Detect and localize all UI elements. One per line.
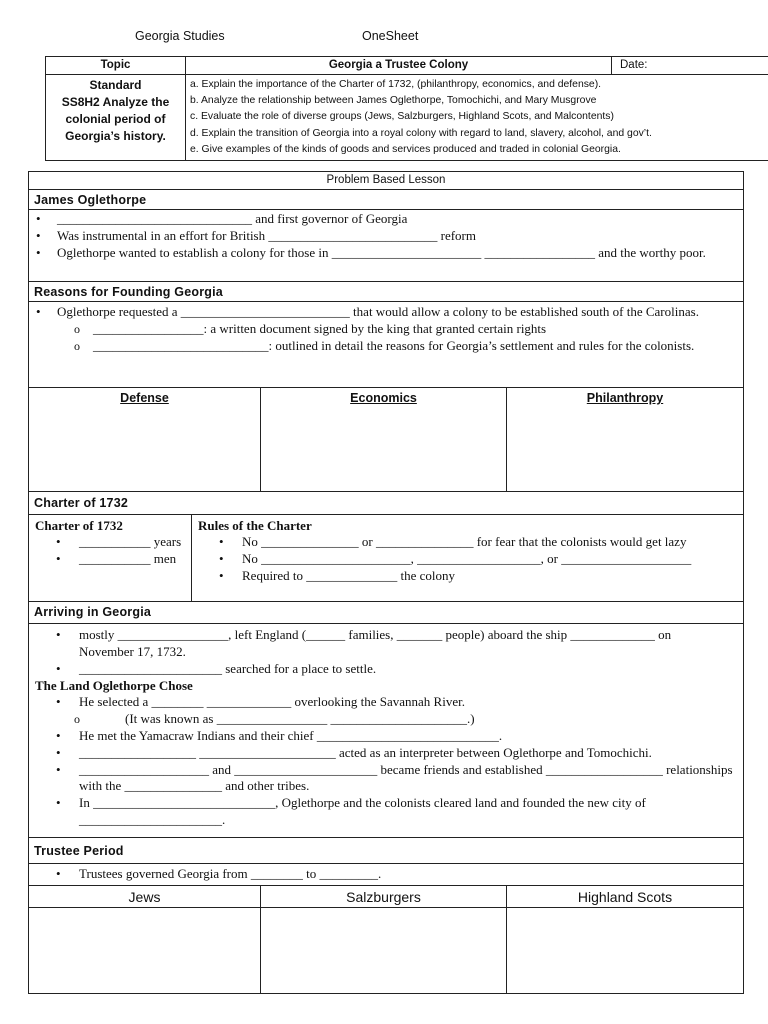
sub-item: o ___________________________: outlined in detail the reasons for Georgia’s settlement and rules for the colonists. [29, 338, 743, 355]
topic-value: Georgia a Trustee Colony [186, 57, 612, 75]
list-item: • He selected a ________ _____________ overlooking the Savannah River. [29, 694, 743, 711]
charter-right [192, 515, 743, 601]
charter-left [29, 515, 192, 601]
objective: a. Explain the importance of the Charter of 1732, (philanthropy, economics, and defense). [190, 79, 602, 90]
charter-title: Charter of 1732 [29, 492, 743, 515]
objective: b. Analyze the relationship between James Oglethorpe, Tomochichi, and Mary Musgrove [190, 95, 597, 107]
philanthropy-heading: Philanthropy [586, 391, 664, 405]
reasons-columns [29, 388, 743, 492]
standard-line: SS8H2 Analyze the [61, 95, 170, 109]
arriving-section [29, 624, 743, 838]
list-item: • In ____________________________, Oglethorpe and the colonists cleared land and founded the new city of ______________________. [29, 795, 733, 829]
list-item: • Required to ______________ the colony [192, 568, 739, 585]
salzburgers-column [261, 886, 507, 993]
jews-heading: Jews [29, 886, 260, 908]
oglethorpe-section [29, 210, 743, 282]
oglethorpe-title: James Oglethorpe [29, 190, 743, 210]
list-item: • ______________________________ and first governor of Georgia [29, 211, 743, 228]
land-title: The Land Oglethorpe Chose [35, 678, 193, 694]
economics-heading: Economics [350, 391, 417, 405]
list-item: • No _______________________, ___________________, or ____________________ [192, 551, 739, 568]
philanthropy-column [507, 388, 743, 491]
objective: c. Evaluate the role of diverse groups (Jews, Salzburgers, Highland Scots, and Malcontents) [190, 111, 614, 123]
reasons-title: Reasons for Founding Georgia [29, 282, 743, 302]
trustee-title: Trustee Period [29, 838, 743, 864]
topic-label: Topic [46, 57, 186, 75]
standard-line: Standard [89, 78, 142, 92]
topic-table [45, 56, 768, 161]
standard-line: colonial period of [65, 112, 166, 126]
lesson-title: Problem Based Lesson [29, 172, 743, 190]
date-label: Date: [612, 57, 768, 75]
jews-column [29, 886, 261, 993]
list-item: • Oglethorpe wanted to establish a colony for those in _______________________ _________________ and the worthy poor. [29, 245, 743, 262]
list-item: • He met the Yamacraw Indians and their chief ____________________________. [29, 728, 733, 745]
list-item: • ____________________ and ______________________ became friends and established __________________ relationships with the _______________ and other tribes. [29, 762, 733, 796]
sub-item: o _________________: a written document signed by the king that granted certain rights [29, 321, 743, 338]
lesson-frame [28, 171, 744, 994]
standard-cell [46, 75, 186, 161]
sub-item: o (It was known as _________________ _____________________.) [29, 711, 743, 728]
list-item: • No _______________ or _______________ for fear that the colonists would get lazy [192, 534, 739, 551]
list-item: • Was instrumental in an effort for British __________________________ reform [29, 228, 743, 245]
list-item: • mostly _________________, left England (______ families, _______ people) aboard the ship _____________ on November 17, 1732. [29, 627, 723, 661]
defense-heading: Defense [120, 391, 169, 405]
economics-column [261, 388, 507, 491]
charter-left-title: Charter of 1732 [35, 518, 123, 533]
trustee-section [29, 864, 743, 886]
defense-column [29, 388, 261, 491]
header-left: Georgia Studies [135, 29, 225, 43]
objective: d. Explain the transition of Georgia into a royal colony with regard to land, slavery, alcohol, and gov’t. [190, 127, 652, 139]
list-item: • Trustees governed Georgia from ________ to _________. [29, 866, 743, 883]
groups-columns [29, 886, 743, 993]
list-item: • ___________ men [29, 551, 187, 568]
charter-section [29, 515, 743, 602]
salzburgers-heading: Salzburgers [261, 886, 506, 908]
standard-line: Georgia’s history. [65, 129, 166, 143]
reasons-section [29, 302, 743, 388]
list-item: • ___________ years [29, 534, 187, 551]
charter-right-title: Rules of the Charter [198, 518, 312, 533]
header-right: OneSheet [362, 29, 419, 43]
objective: e. Give examples of the kinds of goods and services produced and traded in colonial Georgia. [190, 143, 621, 155]
highland-scots-column [507, 886, 743, 993]
arriving-title: Arriving in Georgia [29, 602, 743, 624]
list-item: • ______________________ searched for a place to settle. [29, 661, 723, 678]
objectives-cell [186, 75, 768, 161]
list-item: • Oglethorpe requested a __________________________ that would allow a colony to be established south of the Carolinas. [29, 304, 743, 321]
highland-scots-heading: Highland Scots [507, 886, 743, 908]
list-item: • __________________ _____________________ acted as an interpreter between Oglethorpe and Tomochichi. [29, 745, 733, 762]
